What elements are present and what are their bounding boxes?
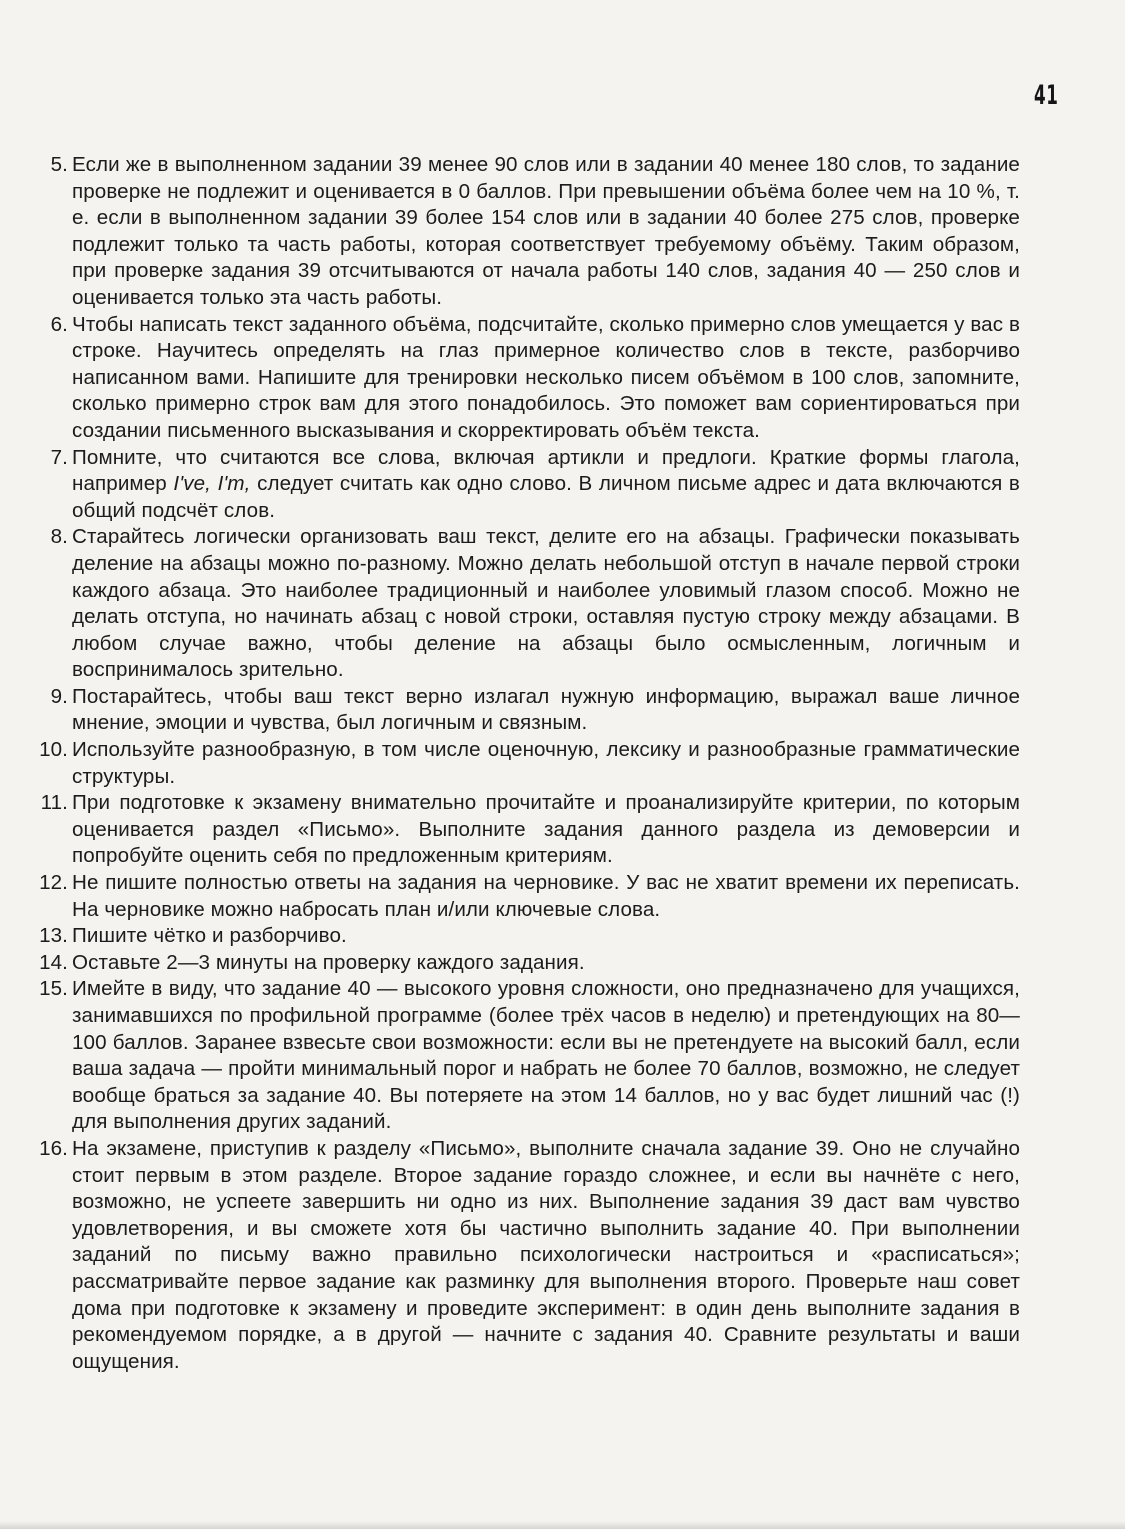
item-number: 16. — [39, 1136, 68, 1160]
list-item — [24, 976, 1020, 1136]
item-text: Не пишите полностью ответы на задания на черновике. У вас не хватит времени их переписать. На черновике можно набросать план и/или ключевые слова. — [72, 871, 1020, 921]
item-text — [72, 445, 1020, 525]
list-item — [24, 923, 1020, 950]
list-item — [24, 950, 1020, 977]
item-number: 5. — [50, 153, 68, 176]
item-text: Если же в выполненном задании 39 менее 90 слов или в задании 40 менее 180 слов, то задание проверке не подлежит и оценивается в 0 баллов. При превышении объёма более чем на 10 %, т. е. если в выполненном задании 39 более 154 слов или в задании 40 более 275 слов, проверке подлежит только та часть работы, которая соответствует требуемому объёму. Таким образом, при проверке задания 39 отсчитываются от начала работы 140 слов, задания 40 — 250 слов и оценивается только эта часть работы. — [72, 153, 1020, 309]
item-number: 6. — [50, 312, 68, 336]
item-text: Имейте в виду, что задание 40 — высокого уровня сложности, оно предназначено для учащихся, занимавшихся по профильной программе (более трёх часов в неделю) и претендующих на 80—100 баллов. Заранее взвесьте свои возможности: если вы не претендуете на высокий балл, если ваша задача — пройти минимальный порог и набрать не более 70 баллов, возможно, не следует вообще браться за задание 40. Вы потеряете на этом 14 баллов, но у вас будет лишний час (!) для выполнения других заданий. — [72, 977, 1020, 1134]
item-text: Чтобы написать текст заданного объёма, подсчитайте, сколько примерно слов умещается у вас в строке. Научитесь определять на глаз примерное количество слов в тексте, разборчиво написанном вами. Напишите для тренировки несколько писем объёмом в 100 слов, запомните, сколько примерно строк вам для этого понадобилось. Это поможет вам сориентироваться при создании письменного высказывания и скорректировать объём текста. — [72, 312, 1020, 442]
page-number: 41 — [1034, 80, 1059, 111]
list-item — [24, 152, 1020, 312]
item-text: Пишите чётко и разборчиво. — [72, 924, 347, 948]
item-number: 8. — [50, 525, 68, 549]
list-item — [24, 684, 1020, 737]
item-number: 15. — [39, 977, 68, 1001]
tips-list — [24, 152, 1020, 1375]
scan-edge-shadow — [0, 1521, 1125, 1529]
list-item — [24, 312, 1020, 445]
item-text: Старайтесь логически организовать ваш текст, делите его на абзацы. Графически показывать деление на абзацы можно по-разному. Можно делать небольшой отступ в начале первой строки каждого абзаца. Это наиболее традиционный и наиболее уловимый глазом способ. Можно не делать отступа, но начинать абзац с новой строки, оставляя пустую строку между абзацами. В любом случае важно, чтобы деление на абзацы было осмысленным, логичным и воспринималось зрительно. — [72, 525, 1020, 682]
item-number: 9. — [50, 684, 68, 708]
list-item — [24, 1136, 1020, 1375]
item-text: Используйте разнообразную, в том числе оценочную, лексику и разнообразные грамматические структуры. — [72, 738, 1020, 788]
list-item — [24, 737, 1020, 790]
list-item — [24, 790, 1020, 870]
item-text: Постарайтесь, чтобы ваш текст верно излагал нужную информацию, выражал ваше личное мнение, эмоции и чувства, был логичным и связным. — [72, 684, 1020, 735]
list-item — [24, 524, 1020, 684]
item-text: На экзамене, приступив к разделу «Письмо», выполните сначала задание 39. Оно не случайно стоит первым в этом разделе. Второе задание гораздо сложнее, и если вы начнёте с него, возможно, не успеете завершить ни одно из них. Выполнение задания 39 даст вам чувство удовлетворения, и вы сможете хотя бы частично выполнить задание 40. При выполнении заданий по письму важно правильно психологически настроиться и «расписаться»; рассматривайте первое задание как разминку для выполнения второго. Проверьте наш совет дома при подготовке к экзамену и проведите эксперимент: в один день выполните задания в рекомендуемом порядке, а в другой — начните с задания 40. Сравните результаты и ваши ощущения. — [72, 1136, 1020, 1373]
item-text-italic: I've, I'm, — [173, 472, 251, 496]
item-number: 10. — [39, 738, 68, 762]
item-text: Оставьте 2—3 минуты на проверку каждого задания. — [72, 950, 585, 974]
item-number: 11. — [40, 791, 68, 815]
item-number: 7. — [50, 445, 68, 469]
list-item — [24, 870, 1020, 923]
list-item — [24, 445, 1020, 525]
item-text: При подготовке к экзамену внимательно прочитайте и проанализируйте критерии, по которым оценивается раздел «Письмо». Выполните задания данного раздела из демоверсии и попробуйте оценить себя по предложенным критериям. — [72, 791, 1020, 868]
item-number: 13. — [39, 924, 68, 948]
item-text-part: Помните, что считаются все слова, включая артикли и предлоги. Краткие формы глагола, например — [72, 445, 1020, 496]
item-number: 14. — [39, 950, 68, 974]
page-content — [24, 152, 1020, 1375]
item-number: 12. — [39, 871, 68, 895]
item-text-part: следует считать как одно слово. В личном письме адрес и дата включаются в общий подсчёт слов. — [72, 472, 1020, 522]
